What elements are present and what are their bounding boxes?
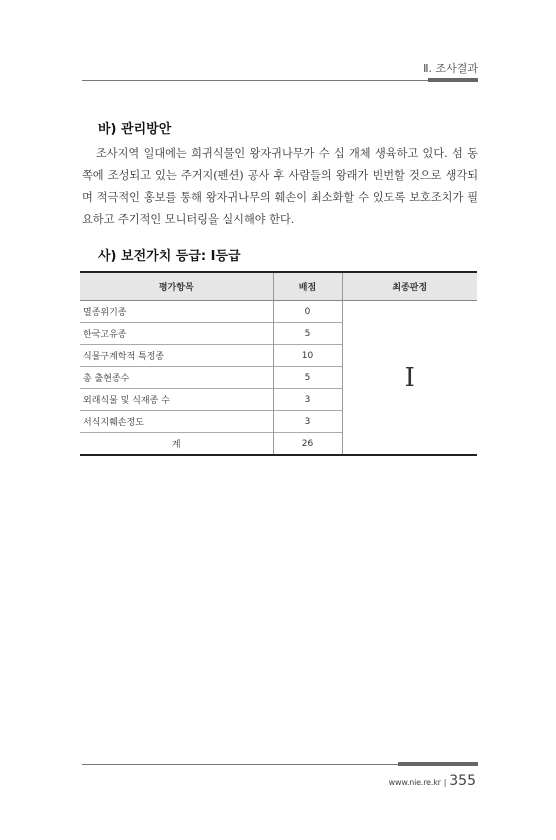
header-final: 최종판정 xyxy=(342,272,477,301)
table-header-row xyxy=(80,272,477,301)
footer-separator: | xyxy=(443,778,447,787)
item-cell: 멸종위기종 xyxy=(80,301,273,323)
item-cell: 한국고유종 xyxy=(80,323,273,345)
score-cell: 10 xyxy=(273,345,342,367)
score-cell: 5 xyxy=(273,323,342,345)
management-paragraph: 조사지역 일대에는 희귀식물인 왕자귀나무가 수 십 개체 생육하고 있다. 섬 동쪽에 조성되고 있는 주거지(펜션) 공사 후 사람들의 왕래가 빈번할 것으로 생각되며 적극적인 홍보를 통해 왕자귀나무의 훼손이 최소화할 수 있도록 보호조치가 필요하고 주기적인 모니터링을 실시해야 한다. xyxy=(82,147,478,226)
section-title-management: 바) 관리방안 xyxy=(98,122,172,137)
score-cell: 5 xyxy=(273,367,342,389)
item-cell: 총 출현종수 xyxy=(80,367,273,389)
header-score: 배점 xyxy=(273,272,342,301)
score-cell: 3 xyxy=(273,411,342,433)
footer-accent-bar xyxy=(398,762,478,766)
header-item: 평가항목 xyxy=(80,272,273,301)
chapter-header: Ⅱ. 조사결과 xyxy=(423,62,478,75)
total-score-cell: 26 xyxy=(273,433,342,456)
table-row xyxy=(80,301,477,323)
evaluation-table xyxy=(80,271,477,456)
header-rule xyxy=(82,80,478,81)
score-cell: 3 xyxy=(273,389,342,411)
footer xyxy=(389,773,476,789)
total-label-cell: 계 xyxy=(80,433,273,456)
footer-url: www.nie.re.kr xyxy=(388,778,441,787)
section-title-conservation-grade: 사) 보전가치 등급: Ⅰ등급 xyxy=(98,249,241,264)
page-number: 355 xyxy=(449,773,476,789)
item-cell: 식물구계학적 특정종 xyxy=(80,345,273,367)
header-accent-bar xyxy=(428,78,478,82)
final-grade-cell: Ⅰ xyxy=(342,301,477,456)
item-cell: 외래식물 및 식재종 수 xyxy=(80,389,273,411)
score-cell: 0 xyxy=(273,301,342,323)
item-cell: 서식지훼손정도 xyxy=(80,411,273,433)
